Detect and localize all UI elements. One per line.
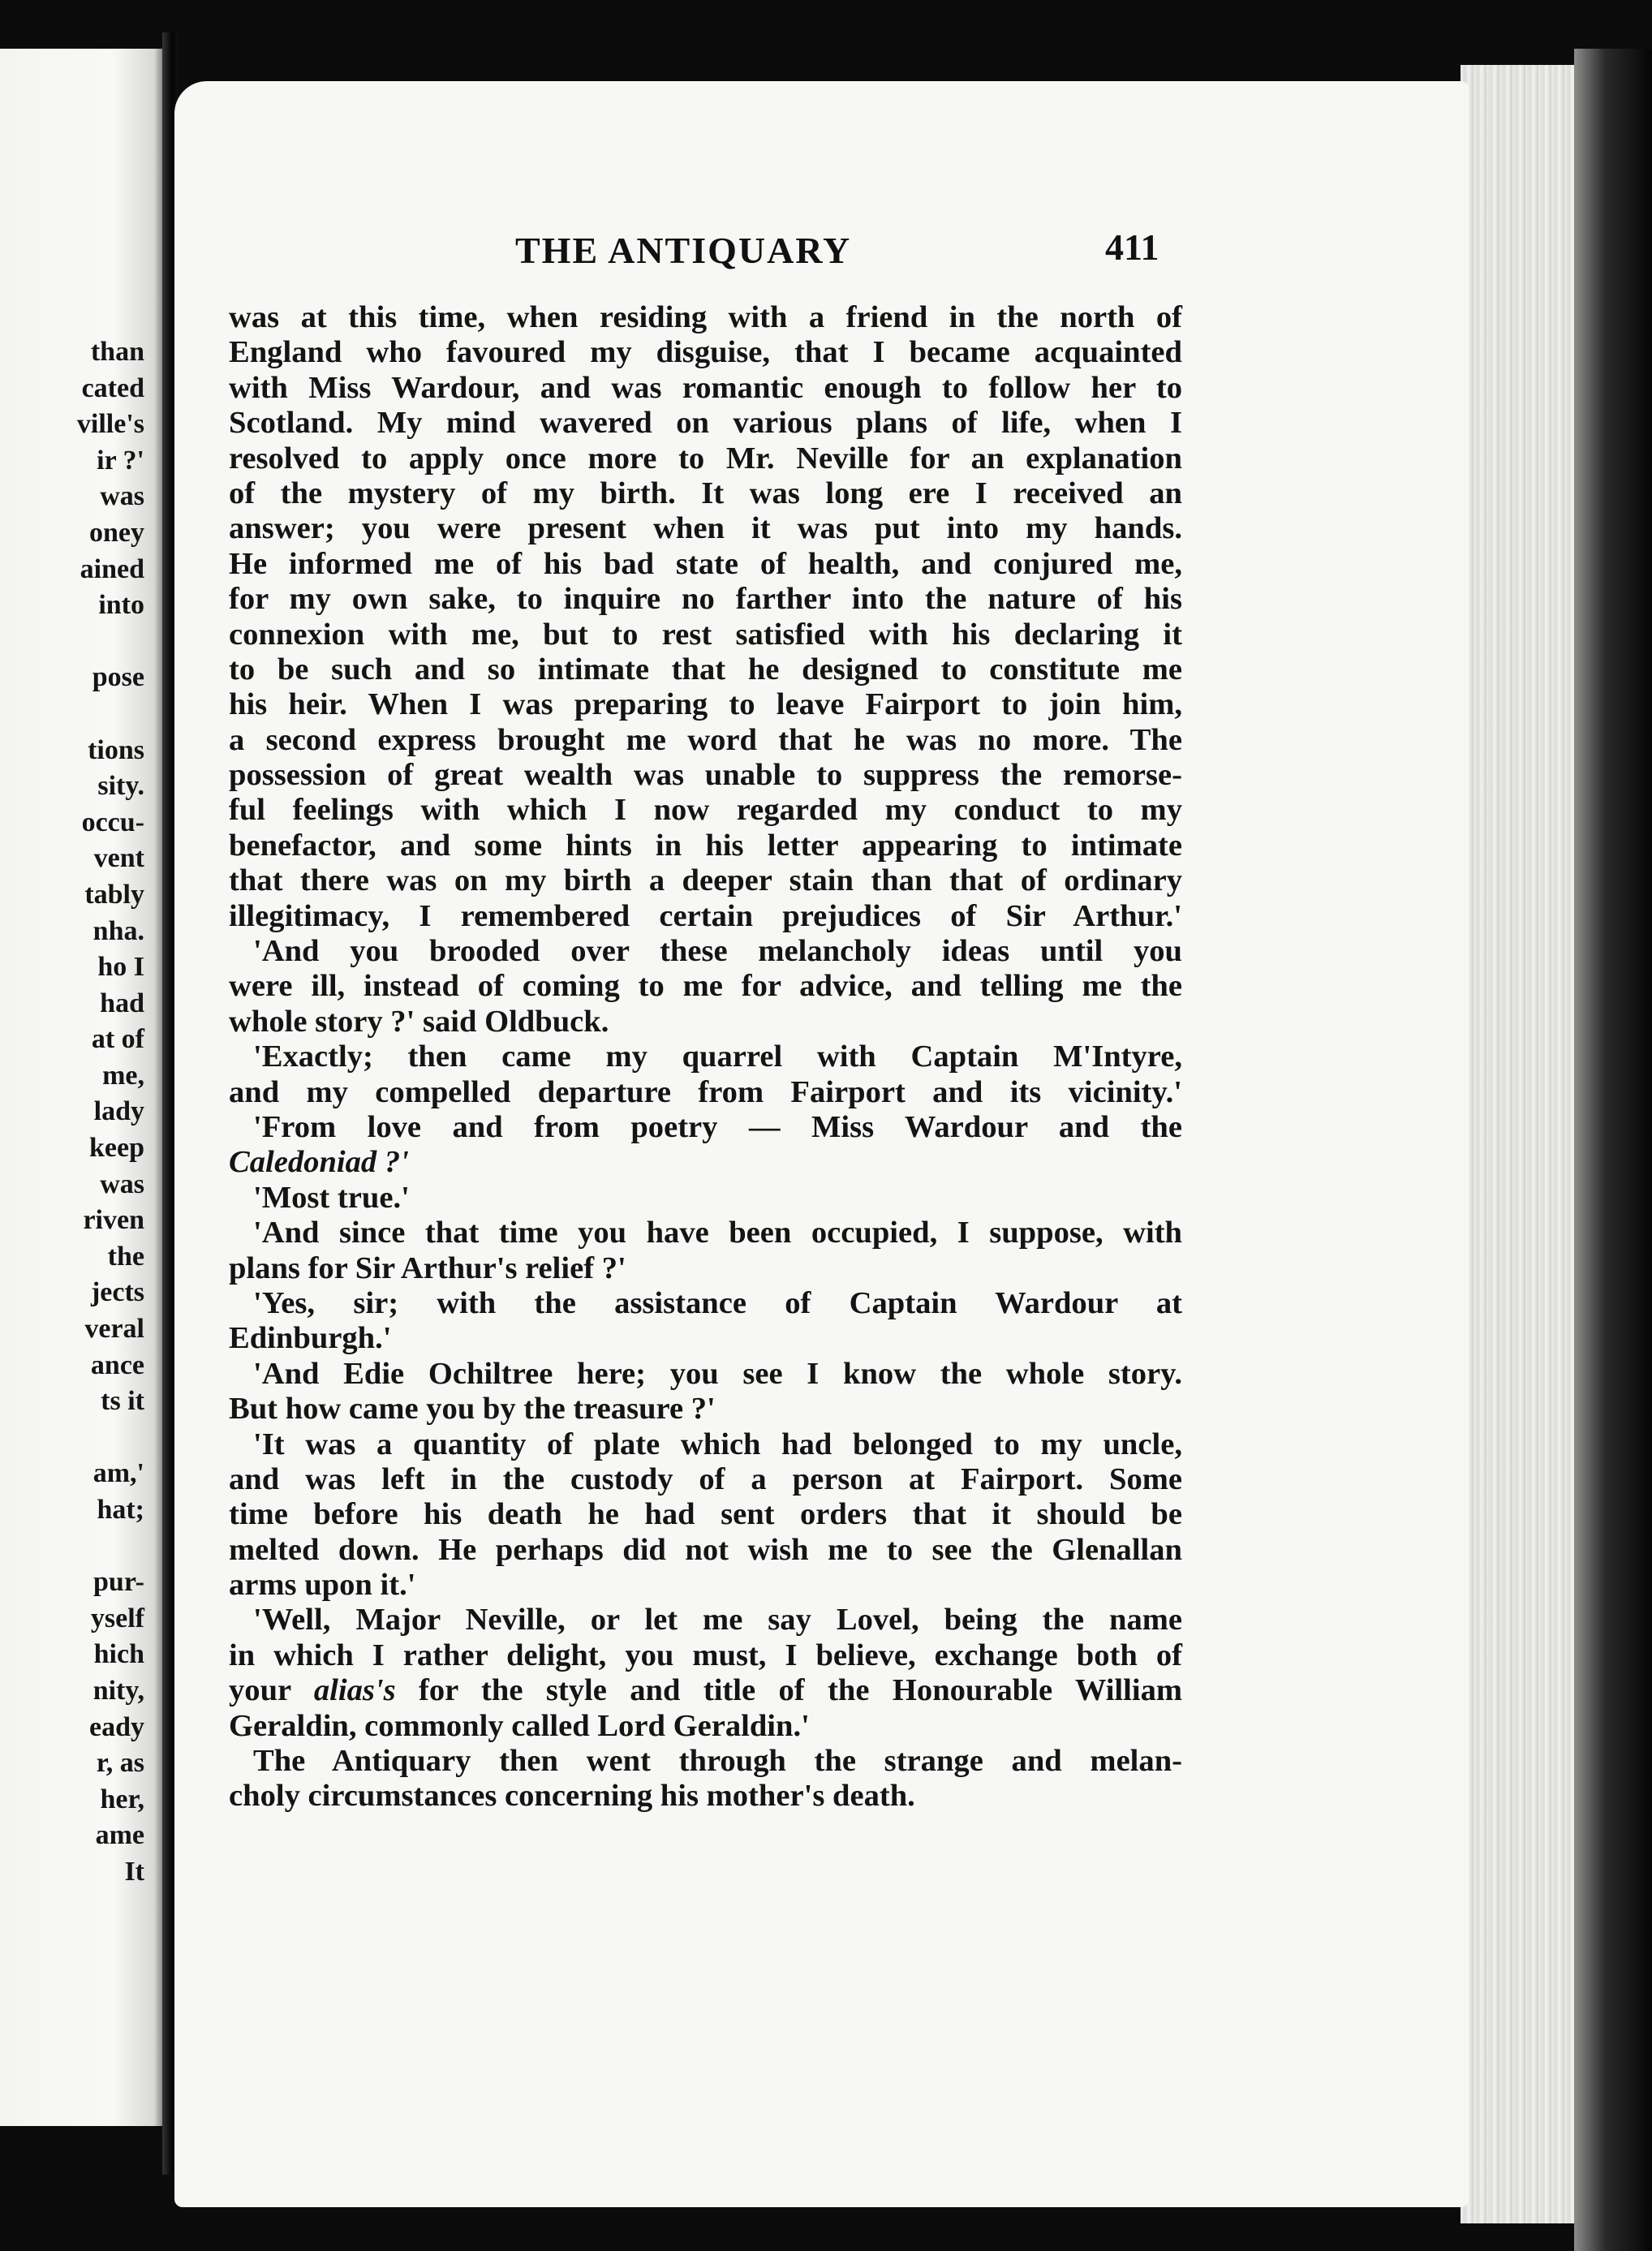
text-line: He informed me of his bad state of health, and conjured me, <box>229 546 1182 581</box>
text-line: 'And you brooded over these melancholy ideas until you <box>253 934 1182 969</box>
text-line: 'From love and from poetry — Miss Wardour and the <box>253 1109 1182 1144</box>
facing-line: nity, <box>92 1675 144 1706</box>
facing-line: jects <box>90 1277 144 1308</box>
text-line: possession of great wealth was unable to suppress the remorse- <box>229 758 1182 793</box>
italic-title: Caledoniad ?' <box>229 1145 409 1180</box>
facing-line <box>0 1529 144 1565</box>
text-line: Scotland. My mind wavered on various plans of life, when I <box>229 406 1182 441</box>
facing-line: hich <box>93 1639 144 1670</box>
text-line: were ill, instead of coming to me for advice, and telling me the <box>229 969 1182 1004</box>
line-part: your <box>229 1673 314 1708</box>
facing-line: ho I <box>97 952 144 983</box>
text-line: connexion with me, but to rest satisfied with his declaring it <box>229 617 1182 652</box>
facing-line: nha. <box>92 915 144 946</box>
facing-line: pur- <box>93 1567 144 1598</box>
text-line: ful feelings with which I now regarded my conduct to my <box>229 793 1182 828</box>
facing-line: r, as <box>96 1748 144 1779</box>
facing-line: at of <box>91 1024 144 1055</box>
facing-line: the <box>107 1241 144 1272</box>
text-line: England who favoured my disguise, that I became acquainted <box>229 335 1182 370</box>
text-line: time before his death he had sent orders that it should be <box>229 1497 1182 1532</box>
text-line: illegitimacy, I remembered certain prejudices of Sir Arthur.' <box>229 898 1182 933</box>
facing-line: ance <box>90 1349 144 1380</box>
text-line: 'Well, Major Neville, or let me say Lovel, being the name <box>253 1603 1182 1638</box>
text-line: a second express brought me word that he was no more. The <box>229 722 1182 757</box>
edge-shadow <box>1574 49 1652 2251</box>
facing-line: eady <box>89 1711 144 1742</box>
facing-line <box>0 696 144 733</box>
facing-line: tably <box>84 879 144 910</box>
facing-page-text <box>0 334 144 1891</box>
text-line: 'And Edie Ochiltree here; you see I know the whole story. <box>253 1356 1182 1391</box>
facing-line: keep <box>89 1133 144 1164</box>
facing-line: was <box>100 1169 144 1199</box>
facing-line: ville's <box>76 409 144 440</box>
facing-line: yself <box>90 1603 144 1633</box>
text-line: 'Exactly; then came my quarrel with Captain M'Intyre, <box>253 1039 1182 1074</box>
text-line: and my compelled departure from Fairport and its vicinity.' <box>229 1074 1182 1109</box>
text-line: of the mystery of my birth. It was long ere I received an <box>229 476 1182 510</box>
facing-line: tions <box>88 734 144 765</box>
page-number: 411 <box>1105 226 1159 268</box>
text-line: benefactor, and some hints in his letter appearing to intimate <box>229 828 1182 863</box>
facing-line: oney <box>89 517 144 548</box>
text-line: Geraldin, commonly called Lord Geraldin.' <box>229 1708 810 1743</box>
page-edges <box>1461 65 1590 2223</box>
text-line: to be such and so intimate that he designed to constitute me <box>229 652 1182 686</box>
facing-line: me, <box>102 1060 144 1091</box>
facing-line: sity. <box>97 771 144 802</box>
text-line: 'And since that time you have been occupied, I suppose, with <box>253 1216 1182 1250</box>
facing-line: vent <box>93 843 144 874</box>
text-line: answer; you were present when it was put into my hands. <box>229 511 1182 546</box>
text-line: plans for Sir Arthur's relief ?' <box>229 1250 626 1285</box>
facing-line: veral <box>84 1314 144 1345</box>
facing-line: pose <box>92 662 144 693</box>
facing-line: than <box>90 337 144 367</box>
text-line: The Antiquary then went through the strange and melan- <box>253 1744 1182 1779</box>
facing-line: occu- <box>81 807 144 837</box>
facing-line: had <box>100 988 144 1018</box>
text-line <box>229 1673 1182 1708</box>
text-line: in which I rather delight, you must, I believe, exchange both of <box>229 1638 1182 1672</box>
facing-line: cated <box>81 372 144 403</box>
text-line: 'Most true.' <box>253 1180 410 1215</box>
text-line: 'Yes, sir; with the assistance of Captain Wardour at <box>253 1285 1182 1320</box>
facing-page <box>0 49 162 2126</box>
text-line: arms upon it.' <box>229 1568 416 1603</box>
text-line: melted down. He perhaps did not wish me to see the Glenallan <box>229 1532 1182 1567</box>
facing-line <box>0 624 144 661</box>
text-line: for my own sake, to inquire no farther into the nature of his <box>229 582 1182 617</box>
facing-line: ts it <box>101 1386 144 1417</box>
text-line: 'It was a quantity of plate which had belonged to my uncle, <box>253 1427 1182 1461</box>
text-line: resolved to apply once more to Mr. Neville for an explanation <box>229 441 1182 476</box>
text-line: that there was on my birth a deeper stain than that of ordinary <box>229 863 1182 898</box>
text-line: with Miss Wardour, and was romantic enough to follow her to <box>229 370 1182 405</box>
running-title: THE ANTIQUARY <box>515 230 852 271</box>
facing-line: ame <box>95 1820 144 1851</box>
text-line: But how came you by the treasure ?' <box>229 1392 716 1427</box>
text-line: whole story ?' said Oldbuck. <box>229 1004 609 1039</box>
facing-line: lady <box>93 1096 144 1127</box>
facing-line: was <box>100 481 144 512</box>
text-line: his heir. When I was preparing to leave Fairport to join him, <box>229 687 1182 722</box>
italic-word: alias's <box>313 1673 396 1708</box>
page-body <box>229 300 1182 1814</box>
facing-line: into <box>98 590 144 621</box>
text-line: and was left in the custody of a person at Fairport. Some <box>229 1461 1182 1496</box>
text-line: was at this time, when residing with a friend in the north of <box>229 300 1182 334</box>
facing-line: ained <box>80 553 144 584</box>
facing-line: hat; <box>97 1495 144 1525</box>
facing-line: am,' <box>92 1458 144 1489</box>
facing-line: her, <box>100 1784 144 1814</box>
facing-line <box>0 1420 144 1457</box>
facing-line: riven <box>83 1205 144 1236</box>
text-line: choly circumstances concerning his mother's death. <box>229 1779 915 1814</box>
text-line: Edinburgh.' <box>229 1321 392 1356</box>
line-part: for the style and title of the Honourable William <box>395 1673 1182 1708</box>
facing-line: It <box>124 1856 144 1887</box>
facing-line: ir ?' <box>97 445 144 476</box>
text-line <box>229 1145 1182 1180</box>
